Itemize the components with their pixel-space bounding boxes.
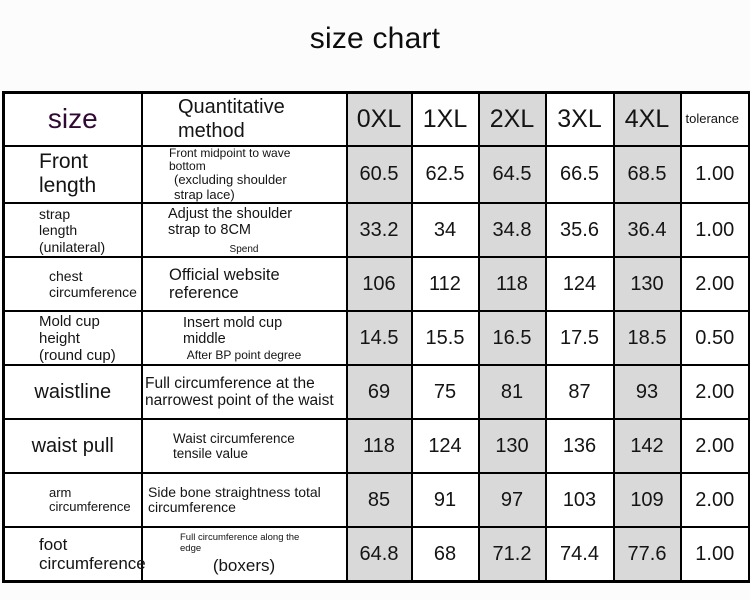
- method-text: Insert mold cup middle: [183, 314, 283, 347]
- tolerance-cell: 1.00: [681, 146, 750, 204]
- header-size-0xl: 0XL: [347, 93, 412, 146]
- value-cell: 136: [546, 419, 614, 473]
- header-size-1xl: 1XL: [412, 93, 479, 146]
- value-cell: 33.2: [347, 203, 412, 257]
- header-size-3xl: 3XL: [546, 93, 614, 146]
- row-label: waist pull: [31, 434, 114, 457]
- method-cell: [142, 473, 347, 527]
- header-size: size: [4, 93, 142, 146]
- row-label: foot circumference: [39, 534, 146, 574]
- header-tolerance: [681, 93, 750, 146]
- page-title: size chart: [309, 22, 441, 55]
- tolerance-cell: 2.00: [681, 473, 750, 527]
- header-tolerance-label: tolerance: [685, 110, 739, 126]
- method-text: Waist circumference tensile value: [173, 431, 295, 462]
- method-text: After BP point degree: [186, 347, 302, 362]
- value-cell: 17.5: [546, 311, 614, 365]
- value-cell: 15.5: [412, 311, 479, 365]
- value-cell: 35.6: [546, 203, 614, 257]
- row-label: Front length: [39, 150, 97, 198]
- row-label-cell: [4, 203, 142, 257]
- value-cell: 62.5: [412, 146, 479, 204]
- value-cell: 75: [412, 365, 479, 419]
- row-label-cell: [4, 257, 142, 311]
- value-cell: 97: [479, 473, 546, 527]
- tolerance-cell: 2.00: [681, 257, 750, 311]
- table-row-arm-circumference: [4, 473, 750, 527]
- tolerance-cell: 1.00: [681, 527, 750, 581]
- row-label: waistline: [34, 380, 112, 403]
- table-row-front-length: [4, 146, 750, 204]
- row-label: chest circumference: [49, 268, 137, 301]
- method-text: Official website reference: [169, 266, 280, 303]
- value-cell: 87: [546, 365, 614, 419]
- value-cell: 142: [614, 419, 681, 473]
- method-text: Spend: [229, 243, 259, 255]
- table-header-row: [4, 93, 750, 146]
- value-cell: 74.4: [546, 527, 614, 581]
- value-cell: 112: [412, 257, 479, 311]
- method-text: (boxers): [212, 556, 276, 576]
- value-cell: 91: [412, 473, 479, 527]
- value-cell: 109: [614, 473, 681, 527]
- method-cell: [142, 257, 347, 311]
- header-quantitative-method-label: Quantitative method: [178, 96, 285, 143]
- value-cell: 85: [347, 473, 412, 527]
- value-cell: 64.8: [347, 527, 412, 581]
- value-cell: 36.4: [614, 203, 681, 257]
- value-cell: 16.5: [479, 311, 546, 365]
- row-label: Mold cup height (round cup): [39, 312, 116, 365]
- value-cell: 34: [412, 203, 479, 257]
- value-cell: 68: [412, 527, 479, 581]
- value-cell: 124: [412, 419, 479, 473]
- row-label-cell: [4, 473, 142, 527]
- method-text: Front midpoint to wave bottom: [169, 145, 291, 173]
- header-quantitative-method: [142, 93, 347, 146]
- method-text: (excluding shoulder strap lace): [174, 172, 287, 202]
- value-cell: 118: [479, 257, 546, 311]
- row-label-cell: [4, 527, 146, 581]
- value-cell: 118: [347, 419, 412, 473]
- value-cell: 77.6: [614, 527, 681, 581]
- method-cell: [142, 365, 347, 419]
- value-cell: 34.8: [479, 203, 546, 257]
- value-cell: 14.5: [347, 311, 412, 365]
- value-cell: 68.5: [614, 146, 681, 204]
- method-cell: [142, 527, 347, 581]
- row-label-cell: [4, 365, 142, 419]
- row-label-cell: [4, 146, 142, 204]
- value-cell: 81: [479, 365, 546, 419]
- method-cell: [142, 419, 347, 473]
- method-text: Full circumference along the edge: [180, 532, 300, 554]
- value-cell: 18.5: [614, 311, 681, 365]
- tolerance-cell: 2.00: [681, 419, 750, 473]
- table-row-chest-circumference: [4, 257, 750, 311]
- method-cell: [142, 311, 347, 365]
- value-cell: 93: [614, 365, 681, 419]
- row-label: strap length (unilateral): [39, 206, 106, 255]
- row-label: arm circumference: [49, 484, 131, 515]
- value-cell: 103: [546, 473, 614, 527]
- tolerance-cell: 2.00: [681, 365, 750, 419]
- table-row-waistline: [4, 365, 750, 419]
- table-row-mold-cup-height: [4, 311, 750, 365]
- row-label-cell: [4, 311, 142, 365]
- table-row-waist-pull: [4, 419, 750, 473]
- size-chart-table: [2, 91, 750, 583]
- tolerance-cell: 0.50: [681, 311, 750, 365]
- value-cell: 64.5: [479, 146, 546, 204]
- value-cell: 124: [546, 257, 614, 311]
- method-text: Adjust the shoulder strap to 8CM: [168, 206, 293, 239]
- table-row-foot-circumference: [4, 527, 750, 581]
- value-cell: 130: [614, 257, 681, 311]
- tolerance-cell: 1.00: [681, 203, 750, 257]
- header-size-4xl: 4XL: [614, 93, 681, 146]
- value-cell: 71.2: [479, 527, 546, 581]
- value-cell: 69: [347, 365, 412, 419]
- row-label-cell: [4, 419, 142, 473]
- header-size-2xl: 2XL: [479, 93, 546, 146]
- method-cell: [142, 203, 347, 257]
- value-cell: 130: [479, 419, 546, 473]
- value-cell: 60.5: [347, 146, 412, 204]
- table-row-strap-length: [4, 203, 750, 257]
- method-text: Full circumference at the narrowest point of the waist: [145, 375, 334, 410]
- value-cell: 106: [347, 257, 412, 311]
- value-cell: 66.5: [546, 146, 614, 204]
- method-cell: [142, 146, 347, 204]
- method-text: Side bone straightness total circumference: [148, 483, 321, 516]
